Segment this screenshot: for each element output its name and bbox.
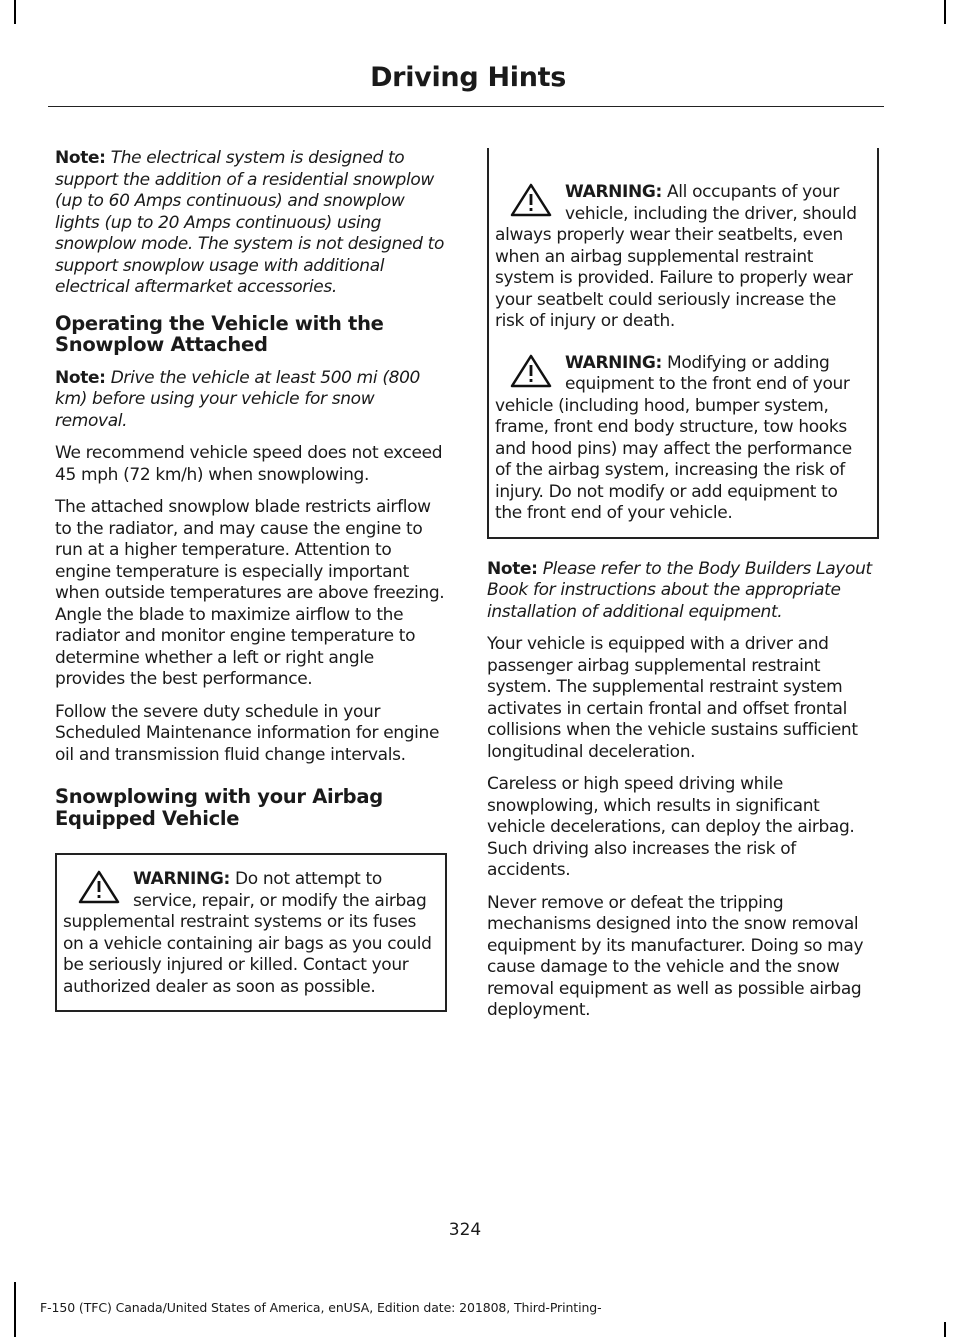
warning-box-seatbelts-and-front-end bbox=[487, 148, 879, 539]
paragraph-careless-driving: Careless or high speed driving while snowplowing, which results in significant vehicle decelerations, can deploy the airbag. Such driving also increases the risk of accidents. bbox=[487, 774, 855, 880]
note-label: Note: bbox=[55, 148, 106, 168]
paragraph-airbag-system: Your vehicle is equipped with a driver and passenger airbag supplemental restraint system. The supplemental restraint system activates in certain frontal and offset frontal collisions when the vehicle sustains sufficient longitudinal deceleration. bbox=[487, 634, 858, 762]
page-number: 324 bbox=[448, 1220, 482, 1240]
page-title: Driving Hints bbox=[370, 62, 566, 93]
note-text: The electrical system is designed to support the addition of a residential snowplow (up to 60 Amps continuous) and snowplow lights (up to 20 Amps continuous) using snowplow mode. The system is not designed to support snowplow usage with additional electrical aftermarket accessories. bbox=[55, 148, 445, 297]
note-break-in bbox=[55, 368, 447, 433]
note-label: Note: bbox=[55, 367, 106, 388]
warning-box-airbag-service bbox=[55, 853, 447, 1012]
warning-text: Do not attempt to service, repair, or modify the airbag supplemental restraint systems or its fuses on a vehicle containing air bags as you could be seriously injured or killed. Contact your authorized dealer as soon as possible. bbox=[63, 869, 432, 997]
paragraph-speed: We recommend vehicle speed does not exceed 45 mph (72 km/h) when snowplowing. bbox=[55, 443, 443, 485]
note-text: Drive the vehicle at least 500 mi (800 km) before using your vehicle for snow removal. bbox=[55, 367, 420, 431]
heading-airbag-snowplowing: Snowplowing with your Airbag Equipped Vehicle bbox=[55, 785, 383, 830]
warning-triangle-icon bbox=[509, 182, 559, 218]
heading-operating-with-snowplow: Operating the Vehicle with the Snowplow Attached bbox=[55, 311, 384, 356]
warning-paragraph bbox=[63, 869, 437, 998]
right-column bbox=[487, 148, 879, 1033]
header-divider bbox=[48, 106, 884, 107]
crop-mark-top-left-vertical bbox=[14, 0, 16, 24]
warning-label: WARNING: bbox=[565, 352, 662, 373]
paragraph-tripping-mechanisms: Never remove or defeat the tripping mechanisms designed into the snow removal equipment by its manufacturer. Doing so may cause damage to the vehicle and the snow removal equipment as well as possible airbag deployment. bbox=[487, 892, 864, 1020]
note-text: Please refer to the Body Builders Layout Book for instructions about the appropriate installation of additional equipment. bbox=[487, 558, 872, 622]
warning-paragraph-front-end bbox=[495, 353, 869, 525]
warning-triangle-icon bbox=[509, 353, 559, 389]
warning-label: WARNING: bbox=[133, 869, 230, 889]
crop-mark-bottom-left-vertical bbox=[14, 1282, 16, 1337]
footer-edition: F-150 (TFC) Canada/United States of America, enUSA, Edition date: 201808, Third-Printing- bbox=[40, 1300, 602, 1315]
note-body-builders bbox=[487, 559, 879, 624]
warning-paragraph-seatbelts bbox=[495, 182, 869, 333]
left-column bbox=[55, 148, 447, 1026]
warning-triangle-icon bbox=[77, 869, 127, 905]
warning-text: Modifying or adding equipment to the front end of your vehicle (including hood, bumper system, frame, front end body structure, tow hooks and hood pins) may affect the performance of the airbag system, increasing the risk of injury. Do not modify or add equipment to the front end of your vehicle. bbox=[495, 352, 852, 523]
warning-label: WARNING: bbox=[565, 182, 662, 202]
note-electrical-system bbox=[55, 148, 447, 299]
paragraph-airflow: The attached snowplow blade restricts airflow to the radiator, and may cause the engine to run at a higher temperature. Attention to engine temperature is especially important when outside temperatures are above freezing. Angle the blade to maximize airflow to the radiator and monitor engine temperature to determine whether a left or right angle provides the best performance. bbox=[55, 497, 445, 689]
warning-text: All occupants of your vehicle, including the driver, should always properly wear their seatbelts, even when an airbag supplemental restraint system is provided. Failure to properly wear your seatbelt could seriously increase the risk of injury or death. bbox=[495, 182, 857, 331]
paragraph-maintenance: Follow the severe duty schedule in your Scheduled Maintenance information for engine oil and transmission fluid change intervals. bbox=[55, 701, 440, 765]
crop-mark-top-right-vertical bbox=[944, 0, 946, 24]
crop-mark-bottom-right-vertical bbox=[944, 1322, 946, 1337]
note-label: Note: bbox=[487, 558, 538, 579]
